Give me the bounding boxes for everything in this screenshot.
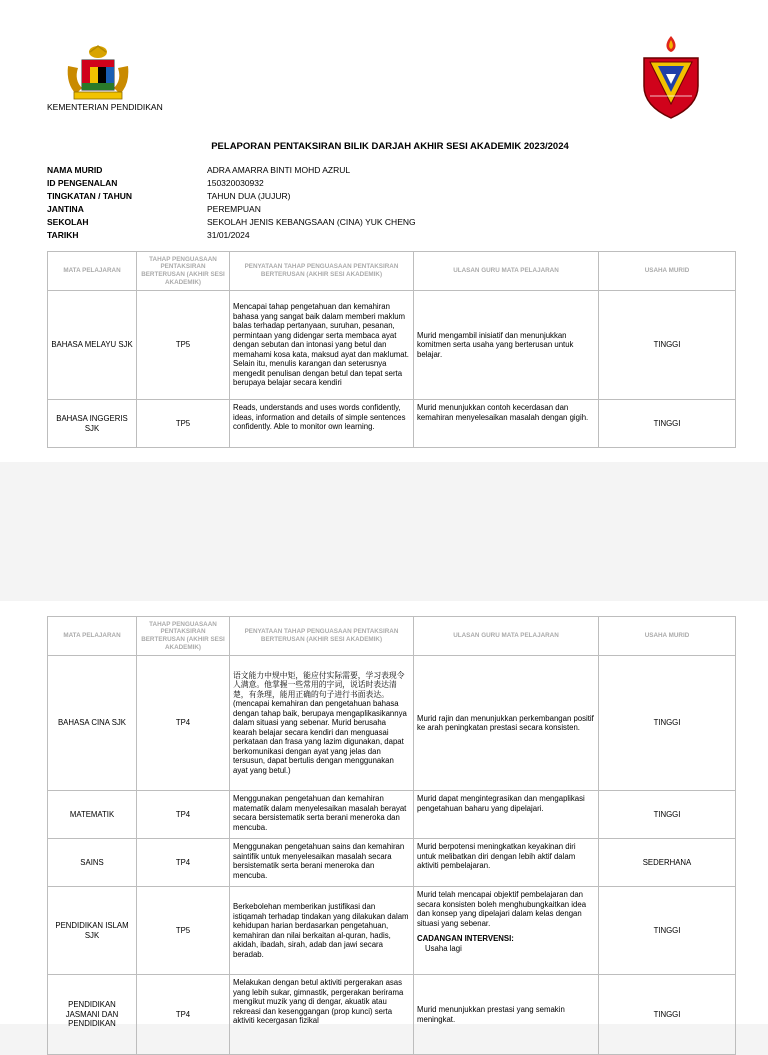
table-header <box>48 252 736 291</box>
table-row <box>48 887 736 975</box>
comment-cell: Murid berpotensi meningkatkan keyakinan diri untuk melibatkan diri dengan lebih aktif dalam aktiviti pembelajaran. <box>414 839 599 887</box>
info-row <box>47 191 416 204</box>
statement-cell <box>230 656 414 791</box>
tp-cell: TP4 <box>137 975 230 1055</box>
info-label: JANTINA <box>47 204 84 214</box>
effort-cell: TINGGI <box>599 400 736 448</box>
intervention-text: Usaha lagi <box>425 943 462 953</box>
info-row <box>47 217 416 230</box>
subject-cell: BAHASA INGGERIS SJK <box>48 400 137 448</box>
col-statement: PENYATAAN TAHAP PENGUASAAN PENTAKSIRAN BERTERUSAN (AKHIR SESI AKADEMIK) <box>230 617 414 656</box>
tp-cell: TP4 <box>137 656 230 791</box>
effort-cell: TINGGI <box>599 887 736 975</box>
comment-cell: Murid dapat mengintegrasikan dan mengaplikasi pengetahuan baharu yang dipelajari. <box>414 791 599 839</box>
comment-cell: Murid mengambil inisiatif dan menunjukkan komitmen serta usaha yang berterusan untuk belajar. <box>414 291 599 400</box>
table-row <box>48 656 736 791</box>
statement-chinese: 语文能力中规中矩，能应付实际需要，学习表现令人满意。他掌握一些常用的字词，说话时表达清楚，有条理，能用正确的句子进行书面表达。 <box>233 670 405 699</box>
table-row <box>48 291 736 400</box>
subject-cell: BAHASA CINA SJK <box>48 656 137 791</box>
tp-cell: TP5 <box>137 400 230 448</box>
report-title: PELAPORAN PENTAKSIRAN BILIK DARJAH AKHIR SESI AKADEMIK 2023/2024 <box>211 141 569 152</box>
comment-cell: Murid rajin dan menunjukkan perkembangan positif ke arah peningkatan prestasi secara konsisten. <box>414 656 599 791</box>
info-label: TARIKH <box>47 230 79 240</box>
table-row <box>48 839 736 887</box>
info-row <box>47 204 416 217</box>
grades-table <box>47 251 736 448</box>
info-value: TAHUN DUA (JUJUR) <box>207 191 291 201</box>
table-header <box>48 617 736 656</box>
tp-cell: TP5 <box>137 291 230 400</box>
col-subject: MATA PELAJARAN <box>48 617 137 656</box>
subject-cell: BAHASA MELAYU SJK <box>48 291 137 400</box>
grades-table-continued <box>47 616 736 1055</box>
statement-cell: Menggunakan pengetahuan dan kemahiran matematik dalam menyelesaikan masalah berayat secara bersistematik serta berani meneroka dan mencuba. <box>230 791 414 839</box>
col-tp: TAHAP PENGUASAAN PENTAKSIRAN BERTERUSAN (AKHIR SESI AKADEMIK) <box>137 252 230 291</box>
ministry-name: KEMENTERIAN PENDIDIKAN <box>47 102 163 112</box>
statement-malay: (mencapai kemahiran dan pengetahuan bahasa dengan tahap baik, berupaya mengaplikasikannya dalam situasi yang sebenar. Murid berusaha kearah belajar secara kendiri dan menguasai perkataan dan frasa yang lazim digunakan, dapat berkomunikasi dengan ayat yang jelas dan tersusun, dapat bertulis dengan menggunakan ayat yang betul.) <box>233 699 407 775</box>
statement-cell: Berkebolehan memberikan justifikasi dan istiqamah terhadap tindakan yang dilakukan dalam kehidupan harian berdasarkan pengetahuan, kemahiran dan nilai berkaitan al-quran, hadis, akidah, ibadah, sirah, adab dan jawi secara beradab. <box>230 887 414 975</box>
comment-text: Murid telah mencapai objektif pembelajaran dan secara konsisten boleh menghubungkaitkan idea dan konsep yang dipelajari dalam kelas dengan situasi yang sebenar. <box>417 890 587 928</box>
effort-cell: TINGGI <box>599 975 736 1055</box>
col-tp: TAHAP PENGUASAAN PENTAKSIRAN BERTERUSAN (AKHIR SESI AKADEMIK) <box>137 617 230 656</box>
info-row <box>47 178 416 191</box>
statement-cell: Melakukan dengan betul aktiviti pergerakan asas yang lebih sukar, gimnastik, pergerakan berirama mengikut muzik yang di dengar, akuatik atau rekreasi dan kesenggangan (prop kunci) serta aktiviti kecergasan fizikal <box>230 975 414 1055</box>
info-label: ID PENGENALAN <box>47 178 118 188</box>
subject-cell: PENDIDIKAN JASMANI DAN PENDIDIKAN <box>48 975 137 1055</box>
statement-cell: Mencapai tahap pengetahuan dan kemahiran bahasa yang sangat baik dalam memberi maklum balas terhadap pertanyaan, suruhan, pesanan, permintaan yang didengar serta membaca ayat dengan sebutan dan intonasi yang betul dan memahami kosa kata, maksud ayat dan maklumat. Selain itu, menulis karangan dan seterusnya mengedit penulisan dengan betul dan tepat serta berupaya belajar secara kendiri <box>230 291 414 400</box>
col-statement: PENYATAAN TAHAP PENGUASAAN PENTAKSIRAN BERTERUSAN (AKHIR SESI AKADEMIK) <box>230 252 414 291</box>
statement-cell: Reads, understands and uses words confidently, ideas, information and details of simple sentences confidently. Able to monitor own learning. <box>230 400 414 448</box>
info-row <box>47 230 416 243</box>
comment-cell <box>414 887 599 975</box>
malaysia-coat-of-arms-icon <box>64 44 132 102</box>
report-page-2 <box>0 601 768 1029</box>
info-value: 31/01/2024 <box>207 230 250 240</box>
col-comment: ULASAN GURU MATA PELAJARAN <box>414 252 599 291</box>
info-label: SEKOLAH <box>47 217 89 227</box>
statement-cell: Menggunakan pengetahuan sains dan kemahiran saintifik untuk menyelesaikan masalah secara bersistematik serta berani meneroka dan mencuba. <box>230 839 414 887</box>
table-row <box>48 791 736 839</box>
info-label: TINGKATAN / TAHUN <box>47 191 132 201</box>
subject-cell: SAINS <box>48 839 137 887</box>
subject-cell: MATEMATIK <box>48 791 137 839</box>
intervention-title: CADANGAN INTERVENSI: <box>417 934 514 943</box>
info-row <box>47 165 416 178</box>
report-page-1 <box>0 0 768 462</box>
col-effort: USAHA MURID <box>599 252 736 291</box>
student-info <box>47 165 416 243</box>
col-effort: USAHA MURID <box>599 617 736 656</box>
table-row <box>48 975 736 1055</box>
effort-cell: TINGGI <box>599 656 736 791</box>
comment-cell: Murid menunjukkan contoh kecerdasan dan kemahiran menyelesaikan masalah dengan gigih. <box>414 400 599 448</box>
col-comment: ULASAN GURU MATA PELAJARAN <box>414 617 599 656</box>
info-label: NAMA MURID <box>47 165 103 175</box>
school-crest-icon <box>638 34 704 120</box>
info-value: ADRA AMARRA BINTI MOHD AZRUL <box>207 165 351 175</box>
col-subject: MATA PELAJARAN <box>48 252 137 291</box>
table-row <box>48 400 736 448</box>
info-value: 150320030932 <box>207 178 264 188</box>
effort-cell: TINGGI <box>599 791 736 839</box>
subject-cell: PENDIDIKAN ISLAM SJK <box>48 887 137 975</box>
effort-cell: TINGGI <box>599 291 736 400</box>
tp-cell: TP4 <box>137 791 230 839</box>
comment-cell: Murid menunjukkan prestasi yang semakin meningkat. <box>414 975 599 1055</box>
info-value: PEREMPUAN <box>207 204 261 214</box>
info-value: SEKOLAH JENIS KEBANGSAAN (CINA) YUK CHENG <box>207 217 416 227</box>
effort-cell: SEDERHANA <box>599 839 736 887</box>
tp-cell: TP4 <box>137 839 230 887</box>
tp-cell: TP5 <box>137 887 230 975</box>
